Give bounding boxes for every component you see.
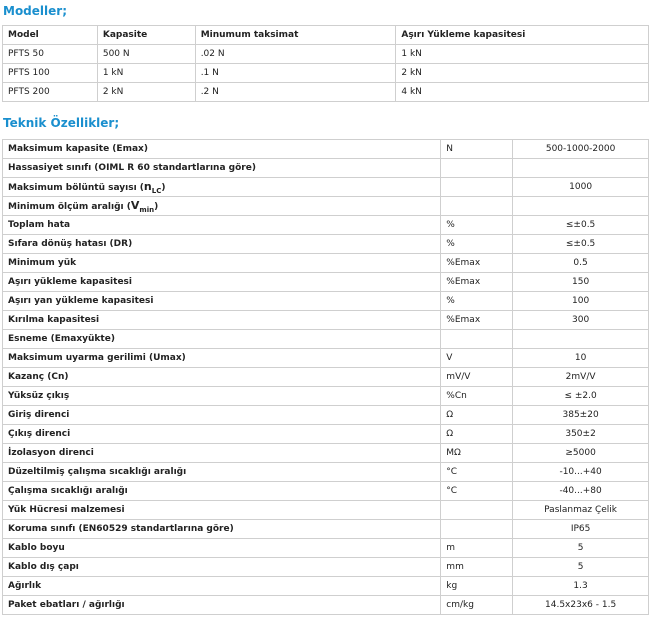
spec-value: 14.5x23x6 - 1.5 (513, 596, 649, 615)
spec-row (3, 197, 649, 216)
spec-row (3, 482, 649, 501)
spec-name: Aşırı yan yükleme kapasitesi (3, 292, 441, 311)
spec-value: 10 (513, 349, 649, 368)
table-cell: 2 kN (396, 64, 649, 83)
models-table (2, 25, 649, 102)
spec-unit: m (441, 539, 513, 558)
spec-name: Çalışma sıcaklığı aralığı (3, 482, 441, 501)
spec-row (3, 349, 649, 368)
column-header: Kapasite (97, 26, 195, 45)
spec-unit: Ω (441, 425, 513, 444)
table-cell: 2 kN (97, 83, 195, 102)
spec-row (3, 577, 649, 596)
spec-name: Yüksüz çıkış (3, 387, 441, 406)
spec-row (3, 596, 649, 615)
spec-value: IP65 (513, 520, 649, 539)
spec-name (3, 178, 441, 197)
spec-name-text: Maksimum bölüntü sayısı ( (8, 182, 144, 193)
spec-symbol-subscript: LC (151, 186, 162, 195)
spec-name: Çıkış direnci (3, 425, 441, 444)
spec-value: ≤±0.5 (513, 216, 649, 235)
spec-name: Maksimum kapasite (Emax) (3, 140, 441, 159)
tech-specs-heading: Teknik Özellikler; (3, 116, 120, 130)
table-cell: PFTS 200 (3, 83, 98, 102)
spec-row (3, 368, 649, 387)
table-cell: 4 kN (396, 83, 649, 102)
spec-name: Esneme (Emaxyükte) (3, 330, 441, 349)
column-header: Model (3, 26, 98, 45)
spec-unit (441, 178, 513, 197)
spec-row (3, 425, 649, 444)
spec-value: 100 (513, 292, 649, 311)
spec-name: Giriş direnci (3, 406, 441, 425)
spec-row (3, 444, 649, 463)
spec-value: 385±20 (513, 406, 649, 425)
spec-name: Kablo dış çapı (3, 558, 441, 577)
spec-value (513, 197, 649, 216)
table-header-row (3, 26, 649, 45)
spec-value (513, 330, 649, 349)
spec-value: ≤ ±2.0 (513, 387, 649, 406)
spec-unit: mm (441, 558, 513, 577)
spec-value: 500-1000-2000 (513, 140, 649, 159)
spec-name: Yük Hücresi malzemesi (3, 501, 441, 520)
spec-unit: mV/V (441, 368, 513, 387)
spec-unit: MΩ (441, 444, 513, 463)
spec-value: 0.5 (513, 254, 649, 273)
spec-name: Kırılma kapasitesi (3, 311, 441, 330)
spec-value: 1.3 (513, 577, 649, 596)
spec-unit: N (441, 140, 513, 159)
spec-value: 2mV/V (513, 368, 649, 387)
spec-row (3, 216, 649, 235)
spec-row (3, 159, 649, 178)
spec-name: Hassasiyet sınıfı (OIML R 60 standartlarına göre) (3, 159, 441, 178)
table-cell: 500 N (97, 45, 195, 64)
spec-row (3, 140, 649, 159)
spec-value: ≥5000 (513, 444, 649, 463)
spec-row (3, 387, 649, 406)
spec-name: İzolasyon direnci (3, 444, 441, 463)
spec-unit: %Emax (441, 311, 513, 330)
spec-name-end: ) (161, 182, 166, 193)
spec-unit: cm/kg (441, 596, 513, 615)
spec-unit: % (441, 292, 513, 311)
spec-value: 150 (513, 273, 649, 292)
spec-unit: kg (441, 577, 513, 596)
spec-unit: V (441, 349, 513, 368)
spec-value: Paslanmaz Çelik (513, 501, 649, 520)
tech-specs-table (2, 139, 649, 615)
spec-unit (441, 159, 513, 178)
spec-row (3, 501, 649, 520)
spec-unit: °C (441, 463, 513, 482)
spec-value: -10...+40 (513, 463, 649, 482)
spec-name: Minimum yük (3, 254, 441, 273)
spec-name (3, 197, 441, 216)
spec-value: 300 (513, 311, 649, 330)
table-cell: .1 N (195, 64, 396, 83)
table-cell: 1 kN (97, 64, 195, 83)
spec-symbol: n (143, 179, 152, 193)
spec-name: Maksimum uyarma gerilimi (Umax) (3, 349, 441, 368)
spec-name-end: ) (154, 201, 159, 212)
spec-unit: %Cn (441, 387, 513, 406)
spec-name: Koruma sınıfı (EN60529 standartlarına göre) (3, 520, 441, 539)
spec-name: Kablo boyu (3, 539, 441, 558)
spec-row (3, 178, 649, 197)
table-cell: PFTS 50 (3, 45, 98, 64)
spec-name: Kazanç (Cn) (3, 368, 441, 387)
spec-unit (441, 330, 513, 349)
spec-name: Toplam hata (3, 216, 441, 235)
table-cell: 1 kN (396, 45, 649, 64)
spec-unit (441, 501, 513, 520)
spec-name: Düzeltilmiş çalışma sıcaklığı aralığı (3, 463, 441, 482)
spec-unit: °C (441, 482, 513, 501)
table-cell: .2 N (195, 83, 396, 102)
table-row (3, 64, 649, 83)
spec-row (3, 254, 649, 273)
spec-name: Paket ebatları / ağırlığı (3, 596, 441, 615)
spec-symbol-subscript: min (139, 205, 155, 214)
spec-value: 5 (513, 558, 649, 577)
spec-value: -40...+80 (513, 482, 649, 501)
spec-row (3, 406, 649, 425)
spec-unit (441, 520, 513, 539)
spec-value: 1000 (513, 178, 649, 197)
spec-name-text: Minimum ölçüm aralığı ( (8, 201, 131, 212)
spec-row (3, 292, 649, 311)
spec-row (3, 558, 649, 577)
spec-row (3, 330, 649, 349)
table-cell: PFTS 100 (3, 64, 98, 83)
spec-name: Ağırlık (3, 577, 441, 596)
spec-row (3, 520, 649, 539)
column-header: Aşırı Yükleme kapasitesi (396, 26, 649, 45)
spec-name: Aşırı yükleme kapasitesi (3, 273, 441, 292)
spec-unit: %Emax (441, 254, 513, 273)
spec-name: Sıfara dönüş hatası (DR) (3, 235, 441, 254)
table-row (3, 83, 649, 102)
spec-unit: Ω (441, 406, 513, 425)
spec-unit (441, 197, 513, 216)
spec-value (513, 159, 649, 178)
table-cell: .02 N (195, 45, 396, 64)
spec-row (3, 463, 649, 482)
spec-symbol: V (130, 198, 140, 212)
spec-value: 350±2 (513, 425, 649, 444)
spec-value: ≤±0.5 (513, 235, 649, 254)
table-row (3, 45, 649, 64)
spec-row (3, 235, 649, 254)
spec-row (3, 311, 649, 330)
spec-unit: % (441, 216, 513, 235)
spec-value: 5 (513, 539, 649, 558)
spec-row (3, 273, 649, 292)
models-heading: Modeller; (3, 4, 67, 18)
column-header: Minumum taksimat (195, 26, 396, 45)
spec-unit: %Emax (441, 273, 513, 292)
spec-unit: % (441, 235, 513, 254)
spec-row (3, 539, 649, 558)
